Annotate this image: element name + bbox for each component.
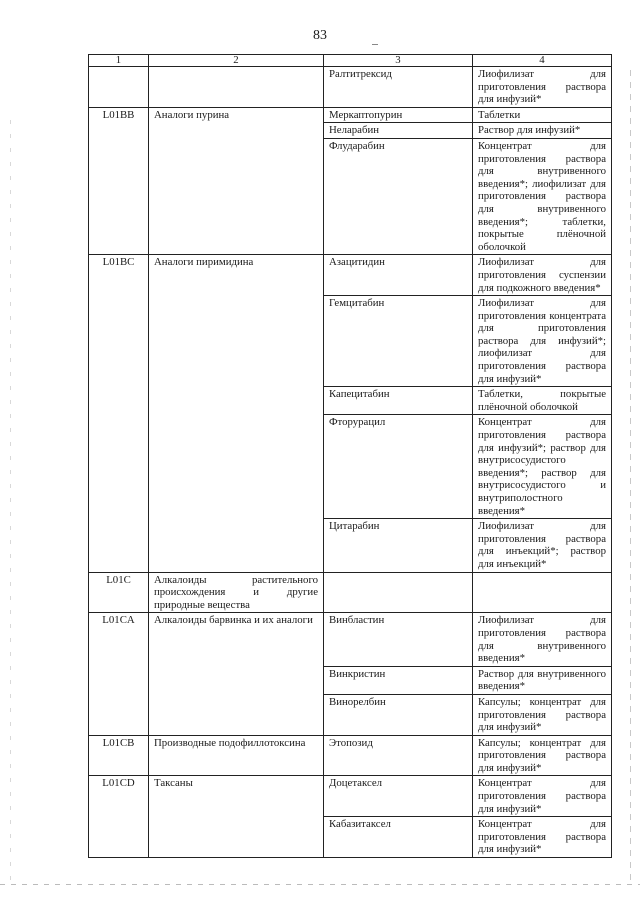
pharmacological-group-cell bbox=[149, 67, 324, 108]
drug-name-cell: Доцетаксел bbox=[324, 776, 473, 817]
scan-edge-right bbox=[630, 70, 631, 880]
atc-code-cell: L01CB bbox=[89, 735, 149, 776]
table-row bbox=[89, 67, 612, 108]
drug-name-cell: Ралтитрексид bbox=[324, 67, 473, 108]
atc-code-cell bbox=[89, 67, 149, 108]
pharmacological-group-cell: Алкалоиды растительного происхождения и другие природные вещества bbox=[149, 572, 324, 613]
pharmacological-group-cell: Аналоги пиримидина bbox=[149, 255, 324, 572]
scan-edge-bottom bbox=[0, 884, 640, 885]
drug-name-cell: Азацитидин bbox=[324, 255, 473, 296]
drug-name-cell bbox=[324, 572, 473, 613]
dosage-form-cell: Концентрат для приготовления раствора для инфузий*; раствор для внутрисосудистого введения*; раствор для внутрисосудистого и внутриполостного введения* bbox=[473, 415, 612, 519]
drug-name-cell: Фторурацил bbox=[324, 415, 473, 519]
drug-name-cell: Кабазитаксел bbox=[324, 817, 473, 858]
pharmacological-group-cell: Алкалоиды барвинка и их аналоги bbox=[149, 613, 324, 735]
pharmacological-group-cell: Таксаны bbox=[149, 776, 324, 858]
dosage-form-cell: Концентрат для приготовления раствора для внутривенного введения*; лиофилизат для приготовления раствора для внутривенного введения*; таблетки, покрытые плёночной оболочкой bbox=[473, 138, 612, 254]
drug-name-cell: Флударабин bbox=[324, 138, 473, 254]
dosage-form-cell: Раствор для внутривенного введения* bbox=[473, 666, 612, 694]
drug-name-cell: Гемцитабин bbox=[324, 296, 473, 387]
drug-name-cell: Этопозид bbox=[324, 735, 473, 776]
dosage-form-cell: Капсулы; концентрат для приготовления раствора для инфузий* bbox=[473, 735, 612, 776]
drug-name-cell: Винкристин bbox=[324, 666, 473, 694]
drug-name-cell: Цитарабин bbox=[324, 519, 473, 572]
table-row bbox=[89, 613, 612, 666]
dosage-form-cell: Лиофилизат для приготовления суспензии для подкожного введения* bbox=[473, 255, 612, 296]
dosage-form-cell: Раствор для инфузий* bbox=[473, 123, 612, 139]
dosage-form-cell: Лиофилизат для приготовления концентрата для приготовления раствора для инфузий*; лиофилизат для приготовления раствора для инфузий* bbox=[473, 296, 612, 387]
drug-name-cell: Винбластин bbox=[324, 613, 473, 666]
column-number: 3 bbox=[324, 55, 473, 67]
pharmacological-group-cell: Производные подофиллотоксина bbox=[149, 735, 324, 776]
drug-name-cell: Капецитабин bbox=[324, 387, 473, 415]
dosage-form-cell: Таблетки bbox=[473, 107, 612, 123]
dosage-form-cell: Концентрат для приготовления раствора для инфузий* bbox=[473, 817, 612, 858]
drug-name-cell: Меркаптопурин bbox=[324, 107, 473, 123]
column-number: 4 bbox=[473, 55, 612, 67]
scan-edge-left bbox=[10, 120, 11, 880]
pharmacological-group-cell: Аналоги пурина bbox=[149, 107, 324, 255]
atc-code-cell: L01BC bbox=[89, 255, 149, 572]
atc-code-cell: L01CD bbox=[89, 776, 149, 858]
dosage-form-cell bbox=[473, 572, 612, 613]
table-row bbox=[89, 572, 612, 613]
column-number-row bbox=[89, 55, 612, 67]
dosage-form-cell: Лиофилизат для приготовления раствора для инъекций*; раствор для инъекций* bbox=[473, 519, 612, 572]
drug-name-cell: Винорелбин bbox=[324, 694, 473, 735]
table-row bbox=[89, 776, 612, 817]
dosage-form-cell: Капсулы; концентрат для приготовления раствора для инфузий* bbox=[473, 694, 612, 735]
dosage-form-cell: Концентрат для приготовления раствора для инфузий* bbox=[473, 776, 612, 817]
dosage-form-cell: Лиофилизат для приготовления раствора для инфузий* bbox=[473, 67, 612, 108]
drug-name-cell: Неларабин bbox=[324, 123, 473, 139]
atc-code-cell: L01BB bbox=[89, 107, 149, 255]
table-row bbox=[89, 255, 612, 296]
atc-code-cell: L01C bbox=[89, 572, 149, 613]
column-number: 2 bbox=[149, 55, 324, 67]
atc-code-cell: L01CA bbox=[89, 613, 149, 735]
drug-classification-table bbox=[88, 54, 612, 858]
column-number: 1 bbox=[89, 55, 149, 67]
page-number: 83 bbox=[313, 28, 327, 43]
dosage-form-cell: Таблетки, покрытые плёночной оболочкой bbox=[473, 387, 612, 415]
margin-mark bbox=[372, 44, 378, 45]
table-row bbox=[89, 107, 612, 123]
dosage-form-cell: Лиофилизат для приготовления раствора для внутривенного введения* bbox=[473, 613, 612, 666]
table-row bbox=[89, 735, 612, 776]
